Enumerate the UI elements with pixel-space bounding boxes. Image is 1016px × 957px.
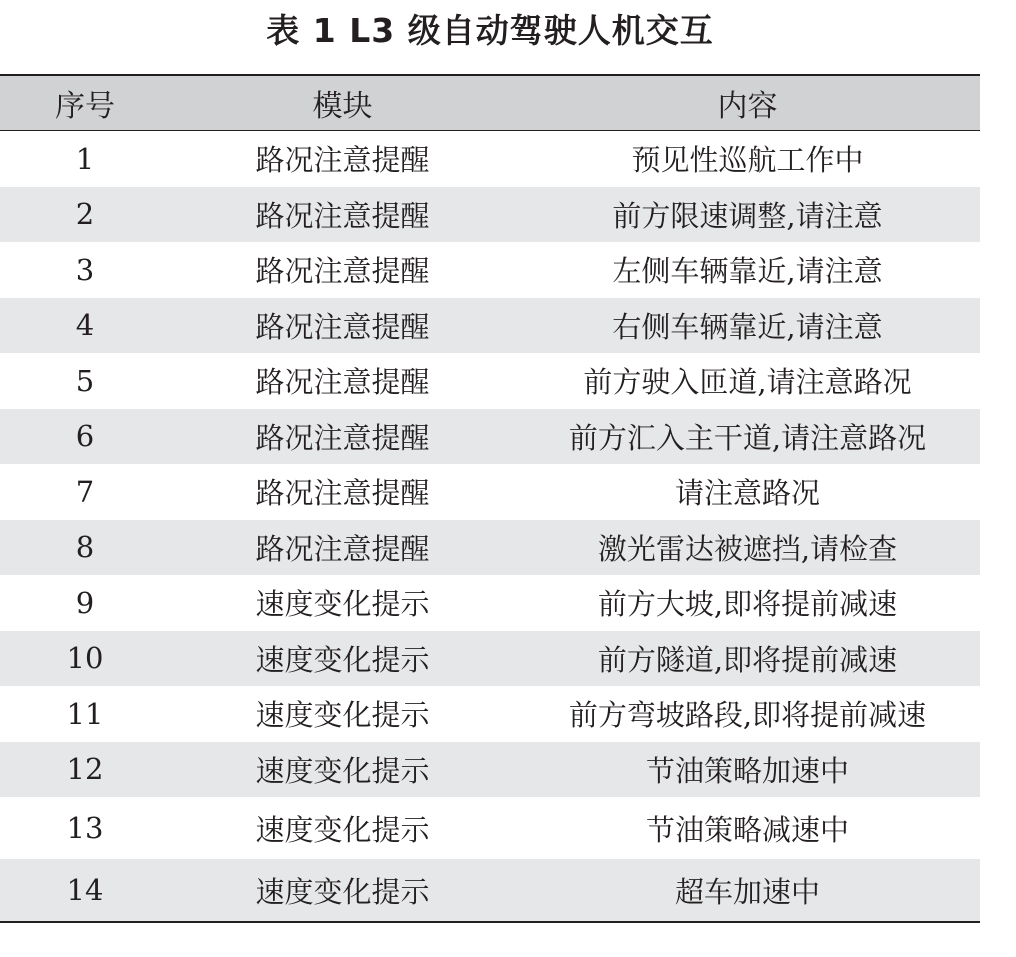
- table-row: [0, 742, 980, 798]
- row-content: 前方弯坡路段,即将提前减速: [568, 698, 927, 733]
- table-row: [0, 520, 980, 576]
- row-module: 路况注意提醒: [255, 198, 430, 233]
- row-module: 速度变化提示: [255, 874, 430, 909]
- row-index: 10: [66, 641, 104, 676]
- row-content: 节油策略加速中: [645, 753, 849, 788]
- row-content: 节油策略减速中: [645, 812, 849, 847]
- table-row: [0, 686, 980, 742]
- row-index: 9: [75, 585, 95, 620]
- table-row: [0, 131, 980, 187]
- row-content: 预见性巡航工作中: [631, 143, 864, 178]
- row-index: 4: [75, 308, 95, 343]
- row-module: 路况注意提醒: [255, 254, 430, 289]
- row-content: 前方驶入匝道,请注意路况: [583, 365, 912, 400]
- row-module: 速度变化提示: [255, 642, 430, 677]
- row-content: 超车加速中: [674, 874, 820, 909]
- row-index: 3: [75, 252, 95, 287]
- row-content: 前方隧道,即将提前减速: [597, 642, 898, 677]
- table-row: [0, 797, 980, 859]
- table-row: [0, 298, 980, 354]
- table-row: [0, 409, 980, 465]
- header-content: 内容: [717, 89, 778, 124]
- row-index: 11: [66, 696, 104, 731]
- table-header-row: [0, 76, 980, 131]
- row-module: 路况注意提醒: [255, 531, 430, 566]
- header-module: 模块: [312, 89, 373, 124]
- row-content: 前方大坡,即将提前减速: [597, 587, 898, 622]
- row-content: 前方汇入主干道,请注意路况: [568, 420, 927, 455]
- row-content: 前方限速调整,请注意: [612, 198, 883, 233]
- table-row: [0, 353, 980, 409]
- table-row: [0, 575, 980, 631]
- row-module: 速度变化提示: [255, 812, 430, 847]
- row-module: 速度变化提示: [255, 587, 430, 622]
- row-index: 12: [66, 752, 104, 787]
- table-row: [0, 242, 980, 298]
- row-content: 请注意路况: [674, 476, 820, 511]
- row-module: 速度变化提示: [255, 753, 430, 788]
- row-index: 6: [75, 419, 95, 454]
- row-index: 13: [66, 811, 104, 845]
- row-index: 7: [75, 474, 95, 509]
- row-index: 14: [66, 873, 104, 907]
- row-content: 激光雷达被遮挡,请检查: [597, 531, 898, 566]
- table-row: [0, 631, 980, 687]
- row-index: 8: [75, 530, 95, 565]
- row-index: 1: [75, 141, 95, 176]
- header-index: 序号: [55, 89, 115, 124]
- row-content: 左侧车辆靠近,请注意: [612, 254, 883, 289]
- table-row: [0, 187, 980, 243]
- row-module: 路况注意提醒: [255, 476, 430, 511]
- table-row: [0, 859, 980, 921]
- row-content: 右侧车辆靠近,请注意: [612, 309, 883, 344]
- table-caption: 表 1 L3 级自动驾驶人机交互: [266, 11, 714, 50]
- row-index: 2: [75, 197, 95, 232]
- row-module: 路况注意提醒: [255, 365, 430, 400]
- row-module: 路况注意提醒: [255, 143, 430, 178]
- table-row: [0, 464, 980, 520]
- hmi-table: [0, 74, 980, 923]
- row-module: 路况注意提醒: [255, 309, 430, 344]
- row-module: 速度变化提示: [255, 698, 430, 733]
- row-module: 路况注意提醒: [255, 420, 430, 455]
- row-index: 5: [75, 363, 95, 398]
